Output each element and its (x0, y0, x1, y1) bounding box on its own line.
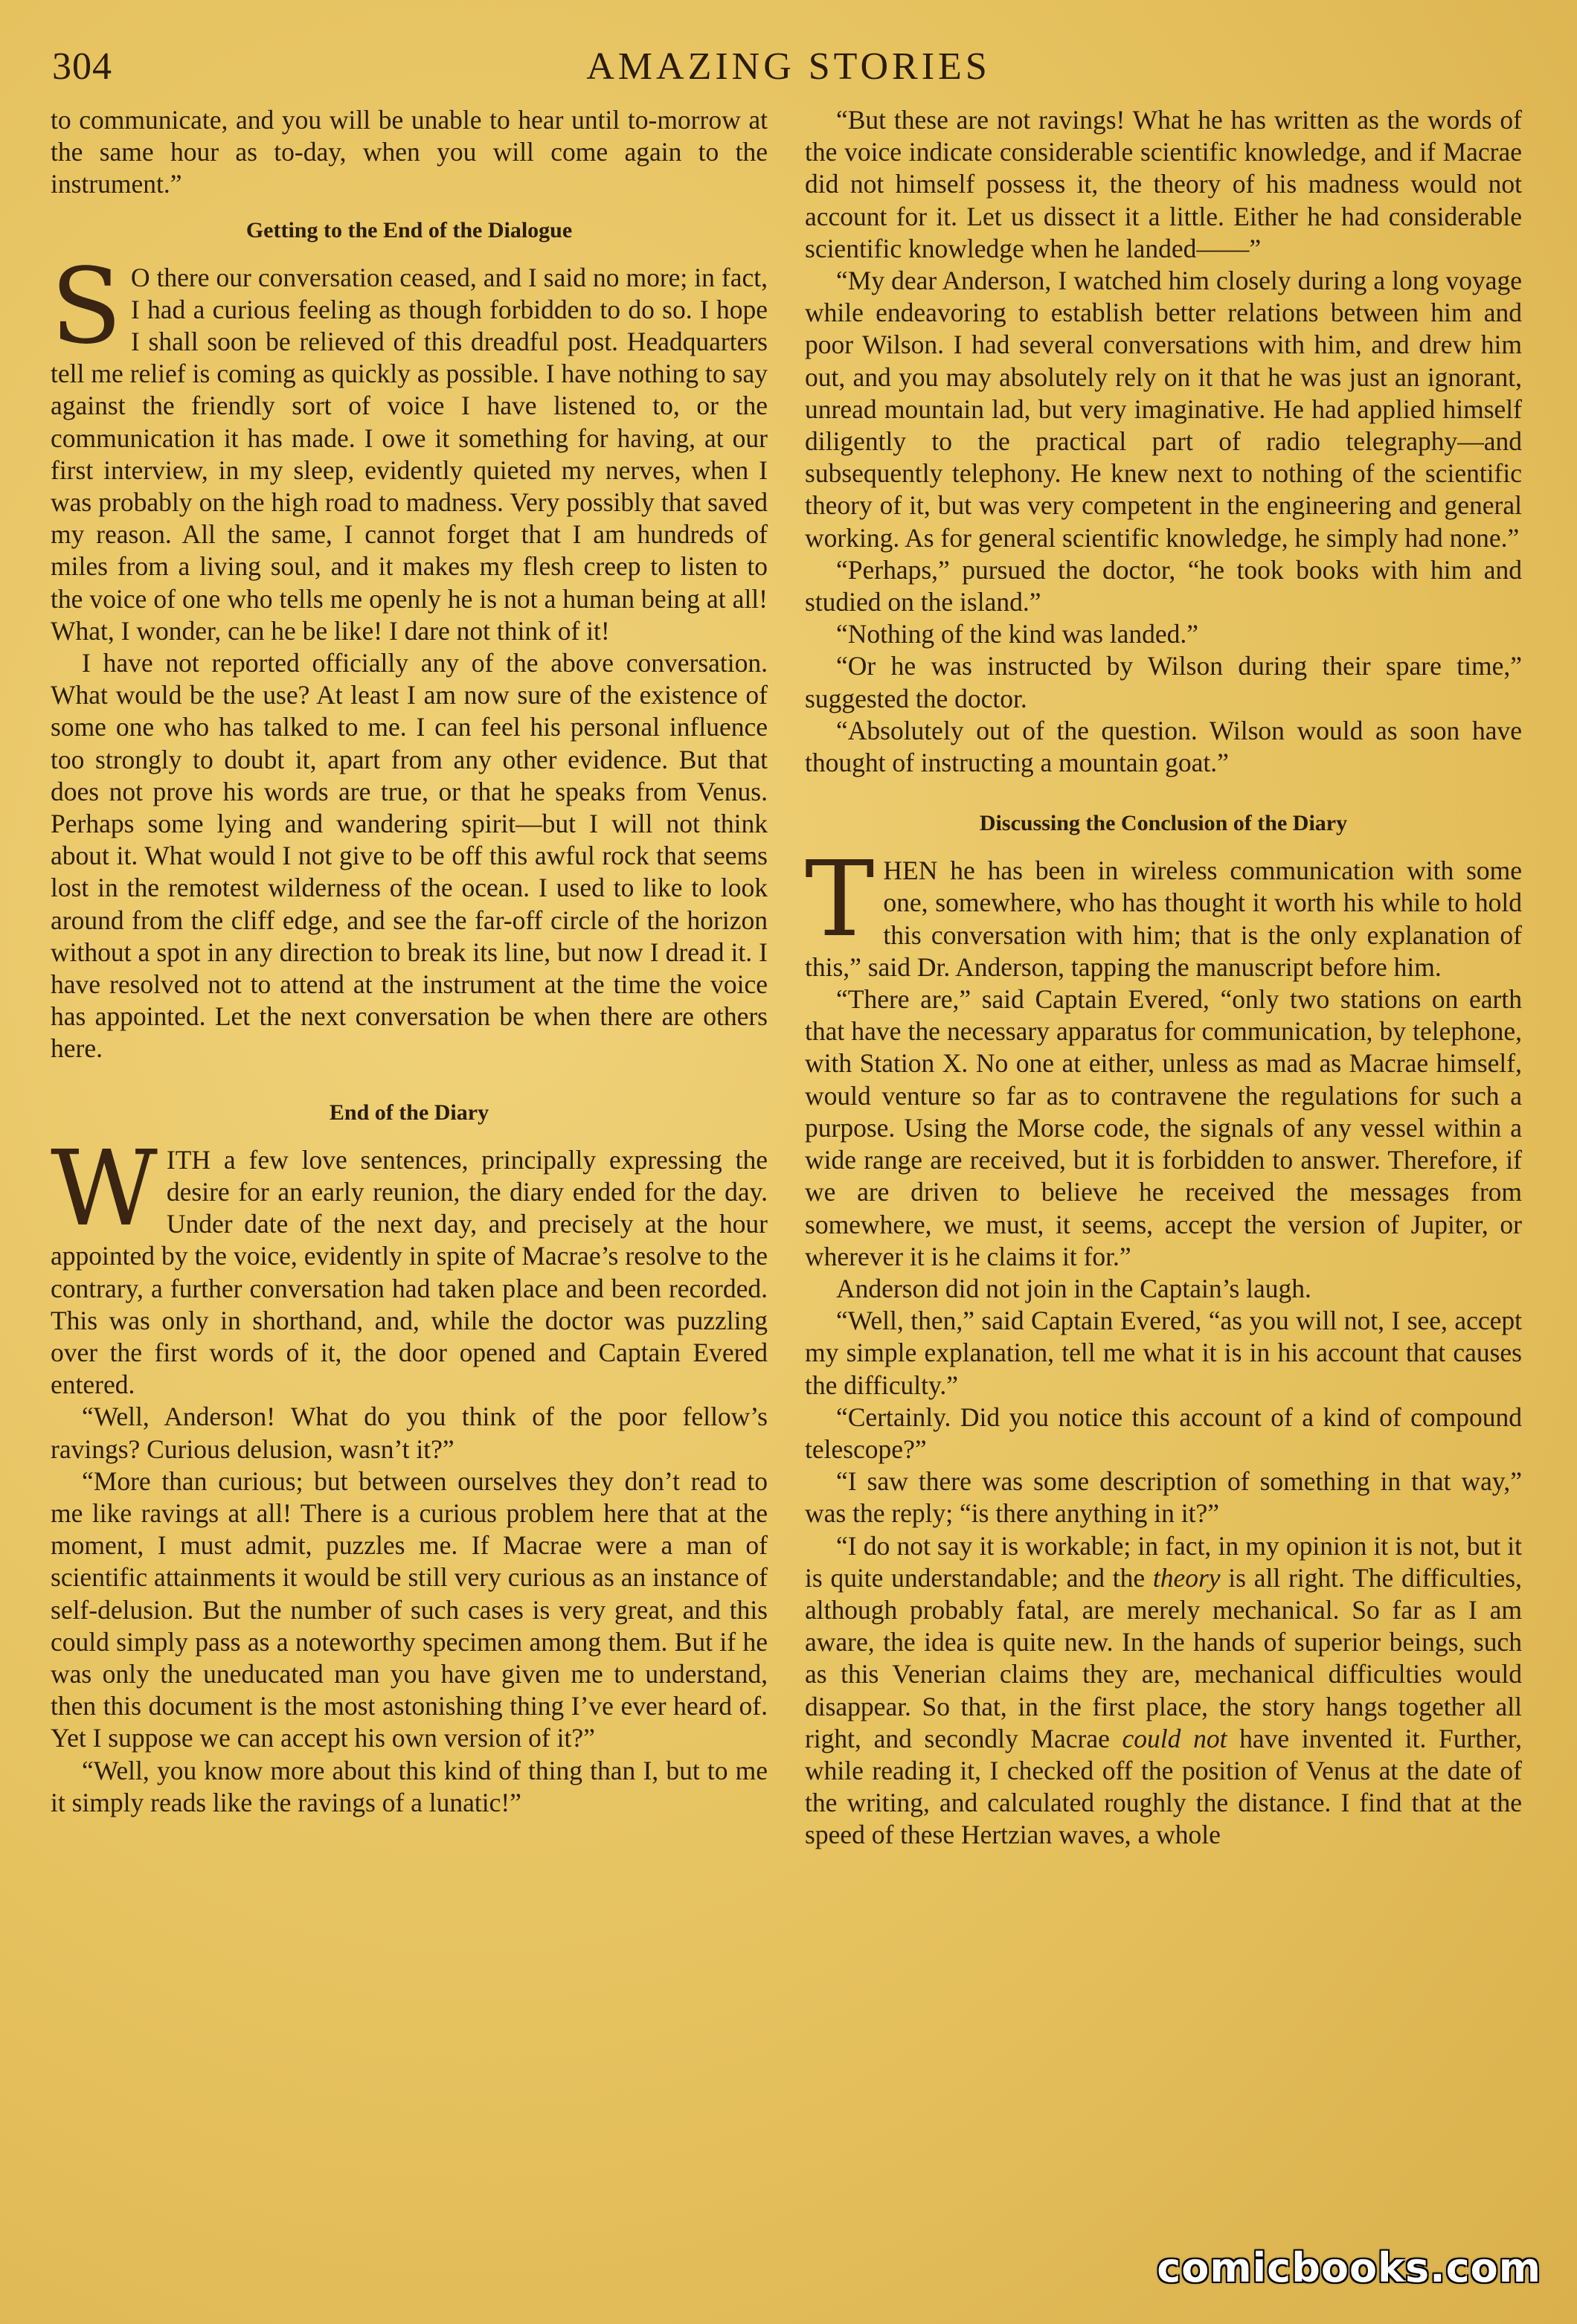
magazine-title: AMAZING STORIES (586, 45, 991, 88)
paragraph: “Perhaps,” pursued the doctor, “he took books with him and studied on the island.” (805, 554, 1522, 617)
page-header (52, 39, 1525, 98)
watermark-logo: comicbooks.com (1157, 2244, 1541, 2291)
page-number: 304 (52, 45, 112, 88)
paragraph-text: HEN he has been in wireless communication with some one, somewhere, who has thought it worth his while to hold this conversation with him; that is the only explanation of this,” said Dr. Anderson, tapping the manuscript before him. (805, 856, 1522, 982)
section-heading: End of the Diary (329, 1100, 489, 1125)
paragraph-text: O there our conversation ceased, and I said no more; in fact, I had a curious feeling as though forbidden to do so. I hope I shall soon be relieved of this dreadful post. Headquarters tell me relief is coming as quickly as possible. I have nothing to say against the friendly sort of voice I have listened to, or the communication it has made. I owe it something for having, at our first interview, in my sleep, evidently quieted my nerves, when I was probably on the high road to madness. Very possibly that saved my reason. All the same, I cannot forget that I am hundreds of miles from a living soul, and it makes my flesh creep to listen to the voice of one who tells me openly he is not a human being at all! What, I wonder, can he be like! I dare not think of it! (51, 262, 768, 646)
paragraph: “Nothing of the kind was landed.” (836, 619, 1199, 649)
paragraph (805, 1530, 1522, 1852)
section-heading: Discussing the Conclusion of the Diary (979, 811, 1348, 836)
drop-cap: T (805, 839, 875, 961)
paragraph (805, 839, 1522, 983)
paragraph-text: “I do not say it is workable; in fact, in my opinion it is not, but it is quite understandable; and the (805, 1530, 1522, 1593)
drop-cap: S (51, 245, 122, 367)
paragraph: “Or he was instructed by Wilson during their spare time,” suggested the doctor. (805, 651, 1522, 713)
section-heading: Getting to the End of the Dialogue (245, 217, 573, 243)
paragraph: “Certainly. Did you notice this account of a kind of compound telescope?” (805, 1402, 1522, 1464)
right-column (805, 104, 1522, 2306)
drop-cap: W (51, 1128, 158, 1250)
left-column (51, 104, 768, 2306)
paragraph-text: ITH a few love sentences, principally expressing the desire for an early reunion, the diary ended for the day. Under date of the next day, and precisely at the hour appointed by the voice, evidently in spite of Macrae’s resolve to the contrary, a further conversation had taken place and been recorded. This was only in shorthand, and, while the doctor was puzzling over the first words of it, the door opened and Captain Evered entered. (51, 1144, 768, 1400)
paragraph-text: have invented it. Further, while reading it, I checked off the position of Venus at the date of the writing, and calculated roughly the distance. I find that at the speed of these Hertzian waves, a whole (805, 1723, 1522, 1850)
paragraph (51, 245, 768, 647)
paragraph: “I saw there was some description of something in that way,” was the reply; “is there anything in it?” (805, 1466, 1522, 1529)
paragraph: I have not reported officially any of the above conversation. What would be the use? At least I am now sure of the existence of some one who has talked to me. I can feel his personal influence too strongly to doubt it, apart from any other evidence. But that does not prove his words are true, or that he speaks from Venus. Perhaps some lying and wandering spirit—but I will not think about it. What would I not give to be off this awful rock that seems lost in the remotest wilderness of the ocean. I used to like to look around from the cliff edge, and see the far-off circle of the horizon without a spot in any direction to break its line, but now I dread it. I have resolved not to attend at the instrument at the time the voice has appointed. Let the next conversation be when there are others here. (51, 648, 768, 1064)
paragraph: to communicate, and you will be unable to hear until to-morrow at the same hour as to-day, when you will come again to the instrument.” (51, 105, 768, 199)
paragraph: “Well, you know more about this kind of thing than I, but to me it simply reads like the ravings of a lunatic!” (51, 1755, 768, 1817)
paragraph: Anderson did not join in the Captain’s laugh. (836, 1273, 1311, 1303)
paragraph (51, 1128, 768, 1402)
paragraph: “But these are not ravings! What he has written as the words of the voice indicate considerable scientific knowledge, and if Macrae did not himself possess it, the theory of his madness would not account for it. Let us dissect it a little. Either he had considerable scientific knowledge when he landed——” (805, 105, 1522, 263)
paragraph: “More than curious; but between ourselves they don’t read to me like ravings at all! There is a curious problem here that at the moment, I must admit, puzzles me. If Macrae were a man of scientific attainments it would be still very curious as an instance of self-delusion. But the number of such cases is very great, and this could simply pass as a noteworthy specimen among them. But if he was only the uneducated man you have given me to understand, then this document is the most astonishing thing I’ve ever heard of. Yet I suppose we can accept his own version of it?” (51, 1466, 768, 1753)
paragraph: “My dear Anderson, I watched him closely during a long voyage while endeavoring to establish better relations between him and poor Wilson. I had several conversations with him, and drew him out, and you may absolutely rely on it that he was just an ignorant, unread mountain lad, but very imaginative. He had applied himself diligently to the practical part of radio telegraphy—and subsequently telephony. He knew next to nothing of the scientific theory of it, but was very competent in the engineering and general working. As for general scientific knowledge, he simply had none.” (805, 266, 1522, 553)
paragraph: “Well, Anderson! What do you think of the poor fellow’s ravings? Curious delusion, wasn’t it?” (51, 1402, 768, 1464)
paragraph: “There are,” said Captain Evered, “only two stations on earth that have the necessary apparatus for communication, by telephone, with Station X. No one at either, unless as mad as Macrae himself, would venture so far as to contravene the regulations for such a purpose. Using the Morse code, the signals of any vessel within a wide range are received, but it is forbidden to answer. Therefore, if we are driven to believe he received the messages from somewhere, we must, it seems, accept the version of Jupiter, or wherever it is he claims it for.” (805, 984, 1522, 1271)
paragraph: “Well, then,” said Captain Evered, “as you will not, I see, accept my simple explanation, tell me what it is in his account that causes the difficulty.” (805, 1306, 1522, 1400)
emphasis-text: could not (1122, 1723, 1227, 1753)
paragraph: “Absolutely out of the question. Wilson would as soon have thought of instructing a mountain goat.” (805, 715, 1522, 778)
emphasis-text: theory (1152, 1562, 1221, 1593)
paragraph-text: is all right. The difficulties, although probably fatal, are merely mechanical. So far as I am aware, the idea is quite new. In the hands of superior beings, such as this Venerian claims they are, mechanical difficulties would disappear. So that, in the first place, the story hangs together all right, and secondly Macrae (805, 1562, 1522, 1753)
